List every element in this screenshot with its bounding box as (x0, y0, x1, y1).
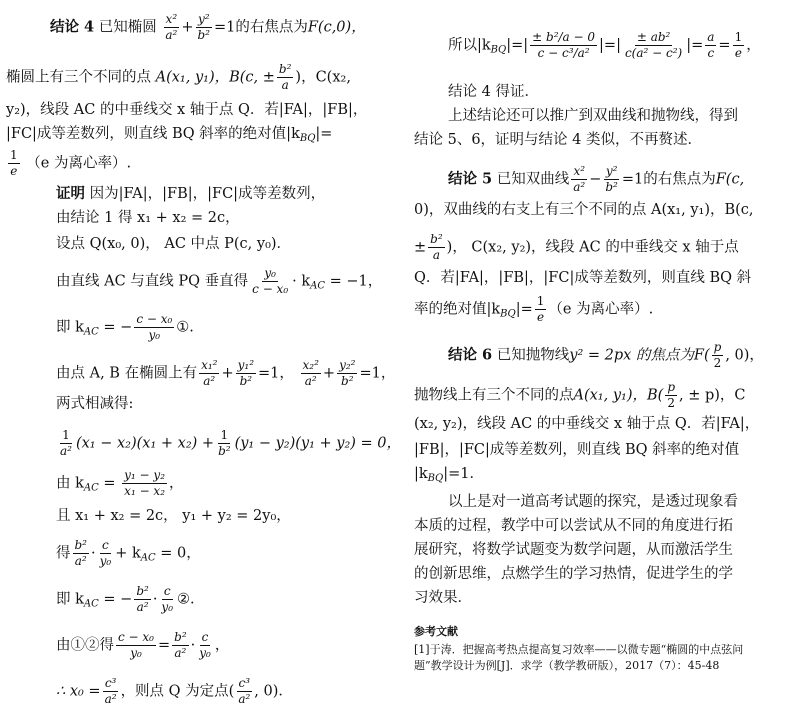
text: ①. (176, 319, 194, 336)
fraction (58, 428, 74, 459)
text: AC (140, 552, 156, 564)
fraction-x2-a2 (163, 12, 179, 43)
num: c − x₀ (118, 630, 154, 644)
den: c(a² − c²) (624, 46, 683, 60)
text: 抛物线上有三个不同的点 (414, 387, 574, 404)
conclusion5-line5 (414, 294, 653, 325)
conclusion6-line4: |FB|，|FC|成等差数列，则直线 BQ 斜率的绝对值 (414, 442, 740, 458)
fraction (116, 630, 156, 661)
fraction-1-e (8, 148, 20, 179)
num: 1 (536, 294, 545, 308)
text: AC (83, 598, 99, 610)
den: c − x₀ (252, 282, 289, 296)
fraction (623, 30, 684, 61)
proof-line2: 由结论 1 得 x₁ + x₂ = 2c， (56, 210, 240, 226)
text: 即 k (56, 591, 84, 608)
den: c (707, 46, 715, 60)
fraction (733, 30, 745, 61)
den: e (537, 310, 545, 324)
text: （e 为离心率）. (548, 301, 654, 318)
conclusion5-line1: 结论 5 已知双曲线 $\frac{\text{x²}}{\text{a²}}$ − $\frac{\text{y²}}{\text{b²}}$ =1的右焦点为F(c, (448, 164, 745, 194)
text: , 0)， (725, 347, 764, 364)
proof-line11: 得 $\frac{\text{b²}}{\text{a²}}$ · $\frac{c}{\text{y₀}}$ + $k_{AC} = 0$， (56, 538, 201, 568)
num: c − x₀ (136, 312, 173, 326)
conclusion4-line2 (6, 62, 351, 93)
proof-line8 (56, 428, 401, 459)
fraction (98, 538, 114, 569)
text: = 0， (155, 545, 201, 562)
den: y₀ (161, 600, 174, 614)
text: (y₁ − y₂)(y₁ + y₂) = 0， (234, 435, 402, 452)
text: ②. (177, 591, 195, 608)
den: a² (136, 600, 149, 614)
den: y₀ (199, 646, 211, 660)
text: =1， (258, 365, 294, 382)
text: |=| (506, 37, 529, 54)
text: = −1， (325, 273, 383, 290)
text: |=| (599, 37, 621, 54)
fraction (216, 428, 233, 459)
right-line2: 结论 4 得证． (448, 84, 539, 100)
text: = (157, 637, 171, 654)
summary-line3: 展研究，将数学试题变为数学问题，从而激活学生 (414, 542, 733, 558)
text: 因为|FA|，|FB|，|FC|成等差数列， (89, 186, 326, 202)
num: a (707, 30, 715, 44)
den: a² (174, 646, 187, 660)
text: ，则点 Q 为定点( (120, 683, 235, 700)
num: y₁ − y₂ (124, 468, 166, 482)
text: A(x₁, y₁)，B(c, ± (155, 69, 275, 86)
text: 由 k (56, 475, 84, 492)
proof-line14 (56, 676, 293, 707)
proof-line9 (56, 468, 184, 499)
summary-line5: 习效果． (414, 590, 472, 606)
conclusion6-line5 (414, 464, 484, 489)
text: F(c,0)， (307, 19, 366, 36)
num: y₀ (264, 266, 276, 280)
text: (x₁ − x₂)(x₁ + x₂) + (75, 435, 215, 452)
fraction-y0-c-x0 (250, 266, 290, 297)
text: = − (98, 591, 133, 608)
text: 得 (56, 545, 71, 562)
right-line1 (448, 30, 761, 61)
num: x² (573, 164, 586, 178)
den: a (281, 78, 289, 92)
fraction (134, 584, 151, 615)
proof-line1 (56, 184, 325, 204)
den: a² (203, 374, 216, 388)
num: 1 (62, 428, 70, 442)
text: =1的右焦点为 (621, 171, 716, 188)
den: b² (239, 374, 253, 388)
den: y₀ (148, 328, 161, 342)
text: 由点 A, B 在椭圆上有 (56, 365, 198, 382)
conclusion5-line4: Q．若|FA|，|FB|，|FC|成等差数列，则直线 BQ 斜 (414, 270, 752, 286)
num: ± b²/a − 0 (532, 30, 596, 44)
num: x₁² (201, 358, 218, 372)
conclusion4-line5 (6, 148, 131, 179)
fraction (197, 630, 213, 661)
fraction (159, 584, 175, 615)
conclusion5-line3 (414, 232, 739, 263)
den: b² (605, 180, 618, 194)
conclusion6-label: 结论 6 (448, 346, 493, 364)
text: 即 k (56, 319, 84, 336)
num: 1 (734, 30, 743, 44)
summary-line1: 以上是对一道高考试题的探究，是透过现象看 (448, 494, 738, 510)
num: c (163, 584, 171, 598)
den: a² (74, 554, 87, 568)
proof-line12: 即 $k_{AC}$ = − $\frac{\text{b²}}{\text{a²}}$ · $\frac{c}{\text{y₀}}$ ②. (56, 584, 195, 614)
conclusion4-label: 结论 4 (50, 18, 95, 36)
den: a² (573, 180, 586, 194)
num: y² (605, 164, 618, 178)
text: 椭圆上有三个不同的点 (6, 69, 151, 86)
text: F(c, (715, 171, 745, 188)
fraction (236, 676, 252, 707)
den: 2 (667, 396, 675, 410)
fraction (712, 340, 724, 371)
reference-1-line2: 题”教学设计为例[J]．求学（教学教研版），2017（7）：45-48 (414, 659, 720, 672)
num: c³ (238, 676, 251, 690)
num: c (201, 630, 209, 644)
text: （e 为离心率）. (26, 155, 132, 172)
text: |= (515, 301, 533, 318)
num: y₂² (339, 358, 356, 372)
text: = − (98, 319, 133, 336)
text: 由直线 AC 与直线 PQ 垂直得 (56, 273, 249, 290)
num: 1 (10, 148, 18, 162)
num: c (102, 538, 109, 552)
fraction (337, 358, 357, 389)
text: + k (115, 545, 141, 562)
den: b² (341, 374, 354, 388)
fraction (301, 358, 321, 389)
fraction (535, 294, 547, 325)
text: y² = 2px 的焦点为 (569, 347, 694, 364)
text: ± (414, 239, 427, 256)
text: |FC|成等差数列，则直线 BQ 斜率的绝对值|k (6, 126, 300, 142)
proof-line5 (56, 312, 194, 343)
proof-line3: 设点 Q(x₀, 0)， AC 中点 P(c, y₀)． (56, 236, 292, 252)
den: b² (218, 444, 231, 458)
fraction (705, 30, 716, 61)
den: a (432, 248, 440, 262)
text: 已知抛物线 (496, 347, 570, 364)
text: AC (310, 280, 326, 292)
num: x² (165, 12, 178, 26)
summary-line4: 的创新思维，点燃学生的学习热情，促进学生的学 (414, 566, 733, 582)
fraction (103, 676, 119, 707)
den: b² (197, 28, 210, 42)
right-line3: 上述结论还可以推广到双曲线和抛物线，得到 (448, 108, 738, 124)
conclusion5-label: 结论 5 (448, 170, 493, 188)
text: =1， (359, 365, 396, 382)
text: ， (214, 637, 230, 654)
conclusion4-line3: y₂)，线段 AC 的中垂线交 x 轴于点 Q．若|FA|，|FB|， (6, 102, 368, 118)
proof-line10: 且 x₁ + x₂ = 2c， y₁ + y₂ = 2y₀， (56, 508, 291, 524)
text: BQ (490, 44, 507, 56)
text: )， C(x₂, y₂)，线段 AC 的中垂线交 x 轴于点 (446, 239, 739, 256)
text: |=1． (443, 466, 484, 482)
proof-label: 证明 (56, 185, 85, 202)
text: 由①②得 (56, 637, 114, 654)
summary-line2: 本质的过程，教学中可以尝试从不同的角度进行拓 (414, 518, 733, 534)
fraction-c-x0-y0 (134, 312, 174, 343)
conclusion5-line2: 0)，双曲线的右支上有三个不同的点 A(x₁, y₁)，B(c, (414, 202, 754, 218)
den: y₀ (99, 554, 112, 568)
text: ∴ x₀ = (56, 683, 101, 700)
num: b² (174, 630, 187, 644)
text: = (718, 37, 731, 54)
text: |= (315, 126, 333, 142)
text: |= (686, 37, 704, 54)
text: BQ (500, 308, 516, 320)
fraction (665, 380, 677, 411)
text: BQ (299, 133, 316, 144)
text: AC (83, 482, 99, 494)
proof-line7: 两式相减得: (56, 396, 134, 412)
proof-line6: 由点 A, B 在椭圆上有 $\frac{\text{x₁²}}{\text{a²}}$ + $\frac{\text{y₁²}}{\text{b²}}$ =1， $\frac{\text{x₂²}}{\text{a²}}$ + $\frac{\text{y₂²}}{\text{b²}}$ =1， (56, 358, 396, 388)
text: ， (746, 37, 761, 54)
fraction (603, 164, 620, 195)
num: b² (430, 232, 443, 246)
den: a² (238, 692, 251, 706)
num: b² (136, 584, 149, 598)
conclusion6-line2 (414, 380, 746, 411)
fraction (428, 232, 445, 263)
conclusion4-line4 (6, 124, 332, 149)
den: a² (304, 374, 317, 388)
den: y₀ (130, 646, 142, 660)
fraction (571, 164, 587, 195)
den: a² (60, 444, 72, 458)
den: a² (165, 28, 178, 42)
den: c − c³/a² (537, 46, 590, 60)
fraction (199, 358, 219, 389)
conclusion6-line1 (448, 340, 764, 371)
num: y₁² (237, 358, 255, 372)
num: b² (74, 538, 87, 552)
text: A(x₁, y₁)，B( (573, 387, 664, 404)
text: F( (693, 347, 710, 364)
text: = (98, 475, 121, 492)
text: 率的绝对值|k (414, 301, 501, 318)
den: e (10, 164, 18, 178)
fraction (172, 630, 189, 661)
text: AC (83, 326, 99, 338)
right-line4: 结论 5、6，证明与结论 4 类似，不再赘述． (414, 132, 703, 148)
num: x₂² (302, 358, 319, 372)
reference-1-line1: [1]于涛．把握高考热点提高复习效率——以微专题“椭圆的中点弦问 (414, 643, 744, 656)
text: BQ (427, 473, 444, 484)
fraction (73, 538, 90, 569)
text: 已知双曲线 (496, 171, 570, 188)
text: )，C(x₂, (295, 69, 351, 86)
fraction (122, 468, 167, 499)
text: , ± p)，C (679, 387, 746, 404)
fraction (236, 358, 256, 389)
text: · k (292, 273, 311, 290)
proof-line13: 由①②得 $\frac{\text{c − x₀}}{\text{y₀}}$ = $\frac{\text{b²}}{\text{a²}}$ · $\frac{c}{\text{y₀}}$ ， (56, 630, 230, 660)
conclusion6-line3: (x₂, y₂)，线段 AC 的中垂线交 x 轴于点 Q．若|FA|， (414, 416, 760, 432)
fraction (530, 30, 597, 61)
references-title: 参考文献 (414, 625, 458, 638)
num: 1 (220, 428, 229, 442)
text: , 0)． (254, 683, 293, 700)
den: a² (104, 692, 117, 706)
text: ， (169, 475, 184, 492)
text: =1的右焦点为 (213, 19, 308, 36)
fraction-b2-a (277, 62, 294, 93)
num: y² (197, 12, 210, 26)
proof-line4 (56, 266, 382, 297)
num: p (713, 340, 722, 354)
num: b² (278, 62, 292, 76)
den: x₁ − x₂ (124, 484, 166, 498)
den: e (734, 46, 742, 60)
num: p (667, 380, 675, 394)
text: 已知椭圆 (98, 19, 157, 36)
text: |k (414, 466, 428, 482)
text: 所以|k (448, 37, 491, 54)
num: ± ab² (636, 30, 671, 44)
conclusion4-line1: 结论 4 已知椭圆 $\frac{\text{x²}}{\text{a²}}$ + $\frac{\text{y²}}{\text{b²}}$ =1的右焦点为F(c,0)， (50, 12, 366, 42)
den: 2 (713, 356, 722, 370)
fraction-y2-b2 (195, 12, 212, 43)
num: c³ (104, 676, 117, 690)
